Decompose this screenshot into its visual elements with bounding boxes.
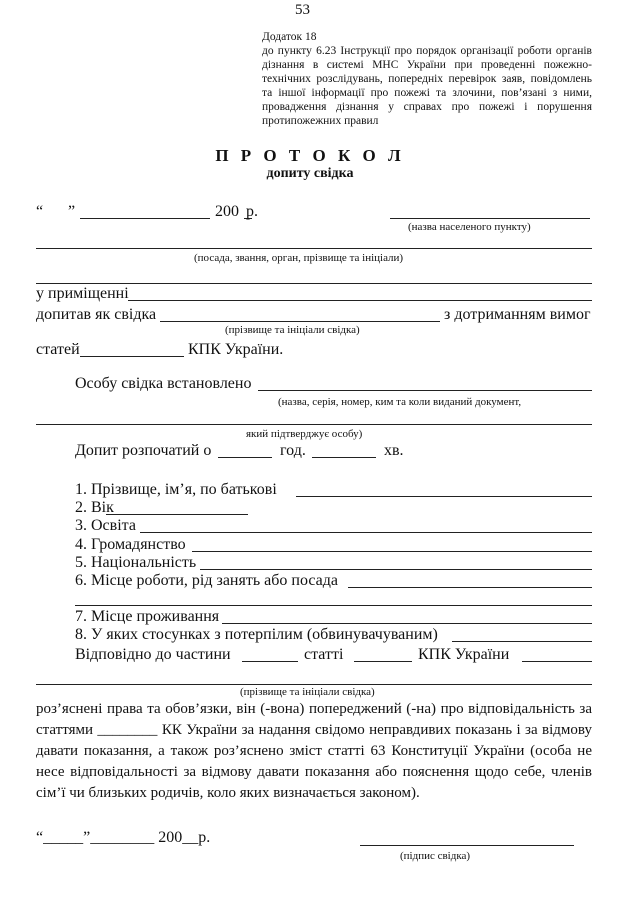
rights-paragraph: роз’яснені права та обов’язки, він (-вона) попереджений (-на) про відповідальність за статтями ________ КК України за надання свідомо неправдивих показань і за відмову давати показання, а також роз’яснено зміст статті 63 Конституції України (особа не несе відповідальності за відмову давати показання або пояснення щодо себе, членів сім’ї чи близьких родичів, коло яких визначається законом). <box>36 701 592 801</box>
start-minutes-field[interactable] <box>312 457 376 458</box>
date-month-field[interactable] <box>80 218 210 219</box>
nationality-field[interactable] <box>200 569 592 570</box>
position-field-2[interactable] <box>36 283 592 284</box>
workplace-field[interactable] <box>348 587 592 588</box>
kpk-label-2: КПК України <box>418 646 510 663</box>
education-field[interactable] <box>140 532 592 533</box>
item-residence: 7. Місце проживання <box>75 608 220 625</box>
identity-field-2[interactable] <box>36 424 592 425</box>
position-caption: (посада, звання, орган, прізвище та ініціали) <box>194 252 404 264</box>
interrogated-label: допитав як свідка <box>36 306 157 323</box>
date-year: 200 <box>215 203 239 220</box>
date-open-quote: “ <box>36 203 44 220</box>
witness-name-field[interactable] <box>160 321 440 322</box>
according-label: Відповідно до частини <box>75 646 231 663</box>
item-full-name: 1. Прізвище, ім’я, по батькові <box>75 481 277 498</box>
page-number: 53 <box>295 2 310 18</box>
appendix-note <box>262 30 592 128</box>
witness-name-caption: (прізвище та ініціали свідка) <box>225 324 360 336</box>
place-caption: (назва населеного пункту) <box>408 221 531 233</box>
citizenship-field[interactable] <box>192 551 592 552</box>
signature-caption: (підпис свідка) <box>400 850 471 862</box>
minutes-label: хв. <box>384 442 404 459</box>
signature-field[interactable] <box>360 845 574 846</box>
age-field[interactable] <box>106 514 248 515</box>
document-caption-cont: який підтверджує особу) <box>246 428 363 440</box>
start-label: Допит розпочатий о <box>75 442 212 459</box>
premises-field[interactable] <box>128 300 592 301</box>
premises-label: у приміщенні <box>36 285 129 302</box>
kpk-field[interactable] <box>522 661 592 662</box>
document-title: П Р О Т О К О Л <box>215 146 405 165</box>
item-nationality: 5. Національність <box>75 554 197 571</box>
place-field[interactable] <box>390 218 590 219</box>
articles-label: статей <box>36 341 80 358</box>
kpk-label: КПК України. <box>188 341 284 358</box>
appendix-text: до пункту 6.23 Інструкції про порядок організації роботи органів дізнання в системі МНС України при проведенні пожежно-технічних розслідувань, попередніх перевірок заяв, повідомлень та іншої інформації про пожежі та злочини, пов’язані з ними, провадження дізнання у справах про пожежі і порушення протипожежних правил <box>262 45 592 127</box>
witness-name-field-2[interactable] <box>36 684 592 685</box>
document-subtitle: допиту свідка <box>266 166 354 181</box>
compliance-label: з дотриманням вимог <box>444 306 591 323</box>
residence-field[interactable] <box>222 623 592 624</box>
articles-field[interactable] <box>80 356 184 357</box>
hours-label: год. <box>280 442 306 459</box>
full-name-field[interactable] <box>296 496 592 497</box>
identity-field[interactable] <box>258 390 592 391</box>
date-year-suffix: р. <box>246 203 258 220</box>
article-field[interactable] <box>354 661 412 662</box>
identity-label: Особу свідка встановлено <box>75 375 252 392</box>
appendix-title: Додаток 18 <box>262 31 317 43</box>
position-field[interactable] <box>36 248 592 249</box>
workplace-field-2[interactable] <box>75 605 592 606</box>
item-age: 2. Вік <box>75 499 114 516</box>
bottom-date: “_____”________ 200__р. <box>36 829 211 846</box>
item-workplace: 6. Місце роботи, рід занять або посада <box>75 572 338 589</box>
document-caption: (назва, серія, номер, ким та коли виданий документ, <box>278 396 522 408</box>
start-hours-field[interactable] <box>218 457 272 458</box>
item-citizenship: 4. Громадянство <box>75 536 186 553</box>
item-relation: 8. У яких стосунках з потерпілим (обвинувачуваним) <box>75 626 438 643</box>
article-label: статті <box>304 646 344 663</box>
relation-field[interactable] <box>452 641 592 642</box>
item-education: 3. Освіта <box>75 517 136 534</box>
part-field[interactable] <box>242 661 298 662</box>
witness-name-caption-2: (прізвище та ініціали свідка) <box>240 686 375 698</box>
date-close-quote: ” <box>68 203 76 220</box>
